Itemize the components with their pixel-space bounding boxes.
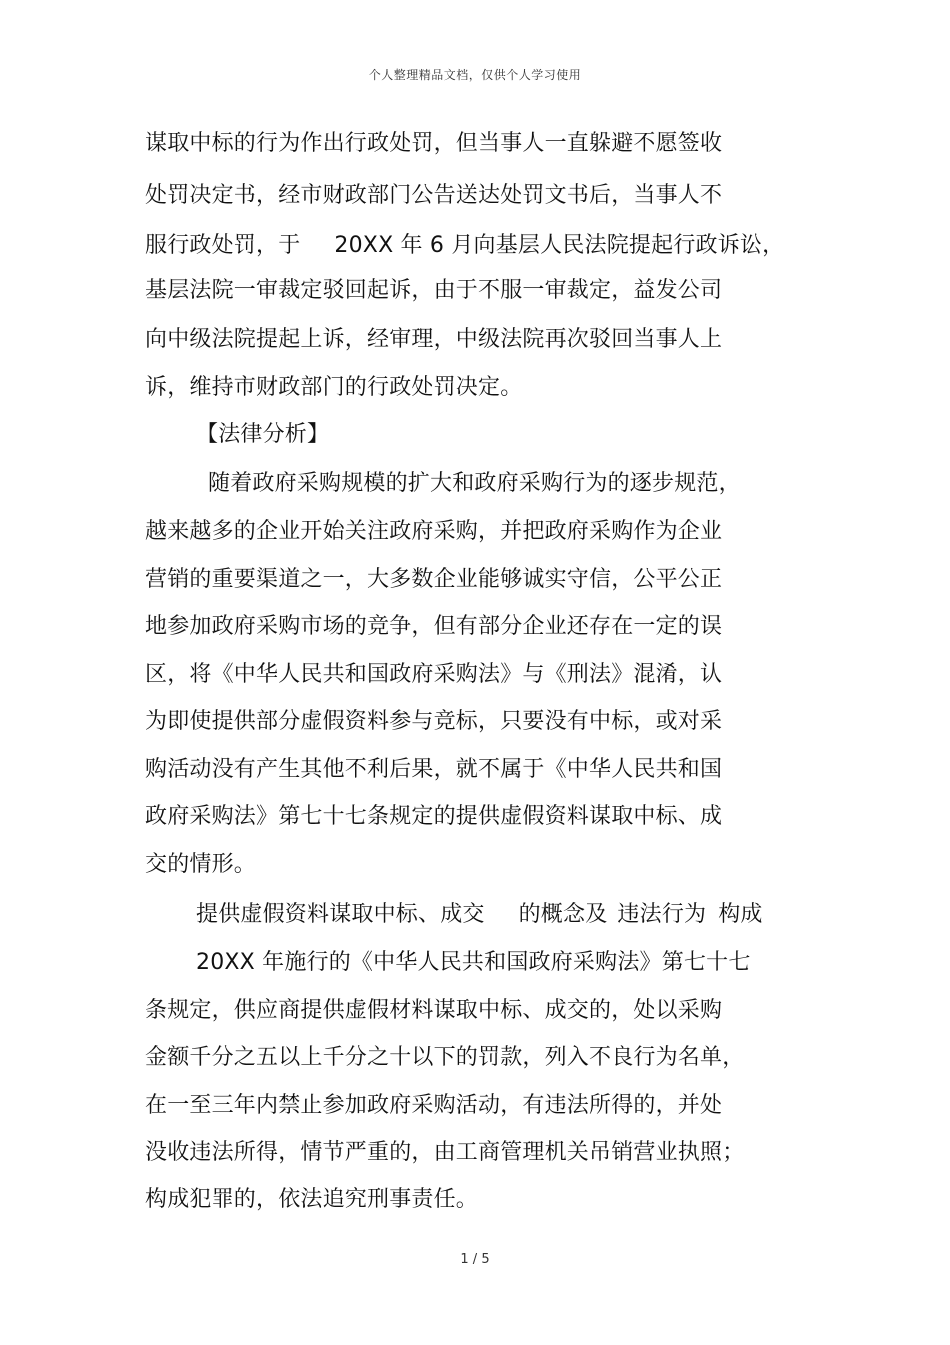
body-line: 没收违法所得，情节严重的，由工商管理机关吊销营业执照；	[145, 1140, 745, 1165]
body-line: 向中级法院提起上诉，经审理，中级法院再次驳回当事人上	[145, 327, 723, 352]
body-line: 越来越多的企业开始关注政府采购，并把政府采购作为企业	[145, 519, 723, 544]
subheading-part: 的概念及	[518, 902, 608, 927]
body-line: 交的情形。	[145, 852, 257, 877]
body-line: 政府采购法》第七十七条规定的提供虚假资料谋取中标、成	[145, 804, 723, 829]
body-line: 诉，维持市财政部门的行政处罚决定。	[145, 375, 523, 400]
page-header: 个人整理精品文档，仅供个人学习使用	[368, 68, 582, 82]
page-number: 1 / 5	[460, 1252, 490, 1267]
body-line: 地参加政府采购市场的竞争，但有部分企业还存在一定的误	[145, 614, 723, 639]
body-line: 谋取中标的行为作出行政处罚，但当事人一直躲避不愿签收	[145, 131, 723, 156]
body-line: 随着政府采购规模的扩大和政府采购行为的逐步规范，	[208, 471, 741, 496]
subheading	[196, 900, 763, 930]
section-heading: 【法律分析】	[196, 422, 330, 447]
body-line: 处罚决定书，经市财政部门公告送达处罚文书后，当事人不	[145, 183, 723, 208]
body-line: 营销的重要渠道之一，大多数企业能够诚实守信，公平公正	[145, 567, 723, 592]
body-line: 条规定，供应商提供虚假材料谋取中标、成交的，处以采购	[145, 998, 723, 1023]
body-line: 购活动没有产生其他不利后果，就不属于《中华人民共和国	[145, 757, 723, 782]
body-line: 在一至三年内禁止参加政府采购活动，有违法所得的，并处	[145, 1093, 723, 1118]
body-line: 区，将《中华人民共和国政府采购法》与《刑法》混淆，认	[145, 662, 723, 687]
body-line: 构成犯罪的，依法追究刑事责任。	[145, 1187, 479, 1212]
body-line: 为即使提供部分虚假资料参与竞标，只要没有中标，或对采	[145, 709, 723, 734]
subheading-part: 提供虚假资料谋取中标、成交	[196, 902, 485, 927]
body-line-part: 20XX 年 6 月向基层人民法院提起行政诉讼，	[334, 233, 785, 258]
body-line: 基层法院一审裁定驳回起诉，由于不服一审裁定，益发公司	[145, 278, 723, 303]
subheading-part: 违法行为	[617, 902, 707, 927]
body-line: 金额千分之五以上千分之十以下的罚款，列入不良行为名单，	[145, 1045, 745, 1070]
body-line	[145, 231, 784, 261]
body-line: 20XX 年施行的《中华人民共和国政府采购法》第七十七	[196, 950, 751, 975]
subheading-part: 构成	[718, 902, 763, 927]
body-line-part: 服行政处罚，于	[145, 233, 301, 258]
